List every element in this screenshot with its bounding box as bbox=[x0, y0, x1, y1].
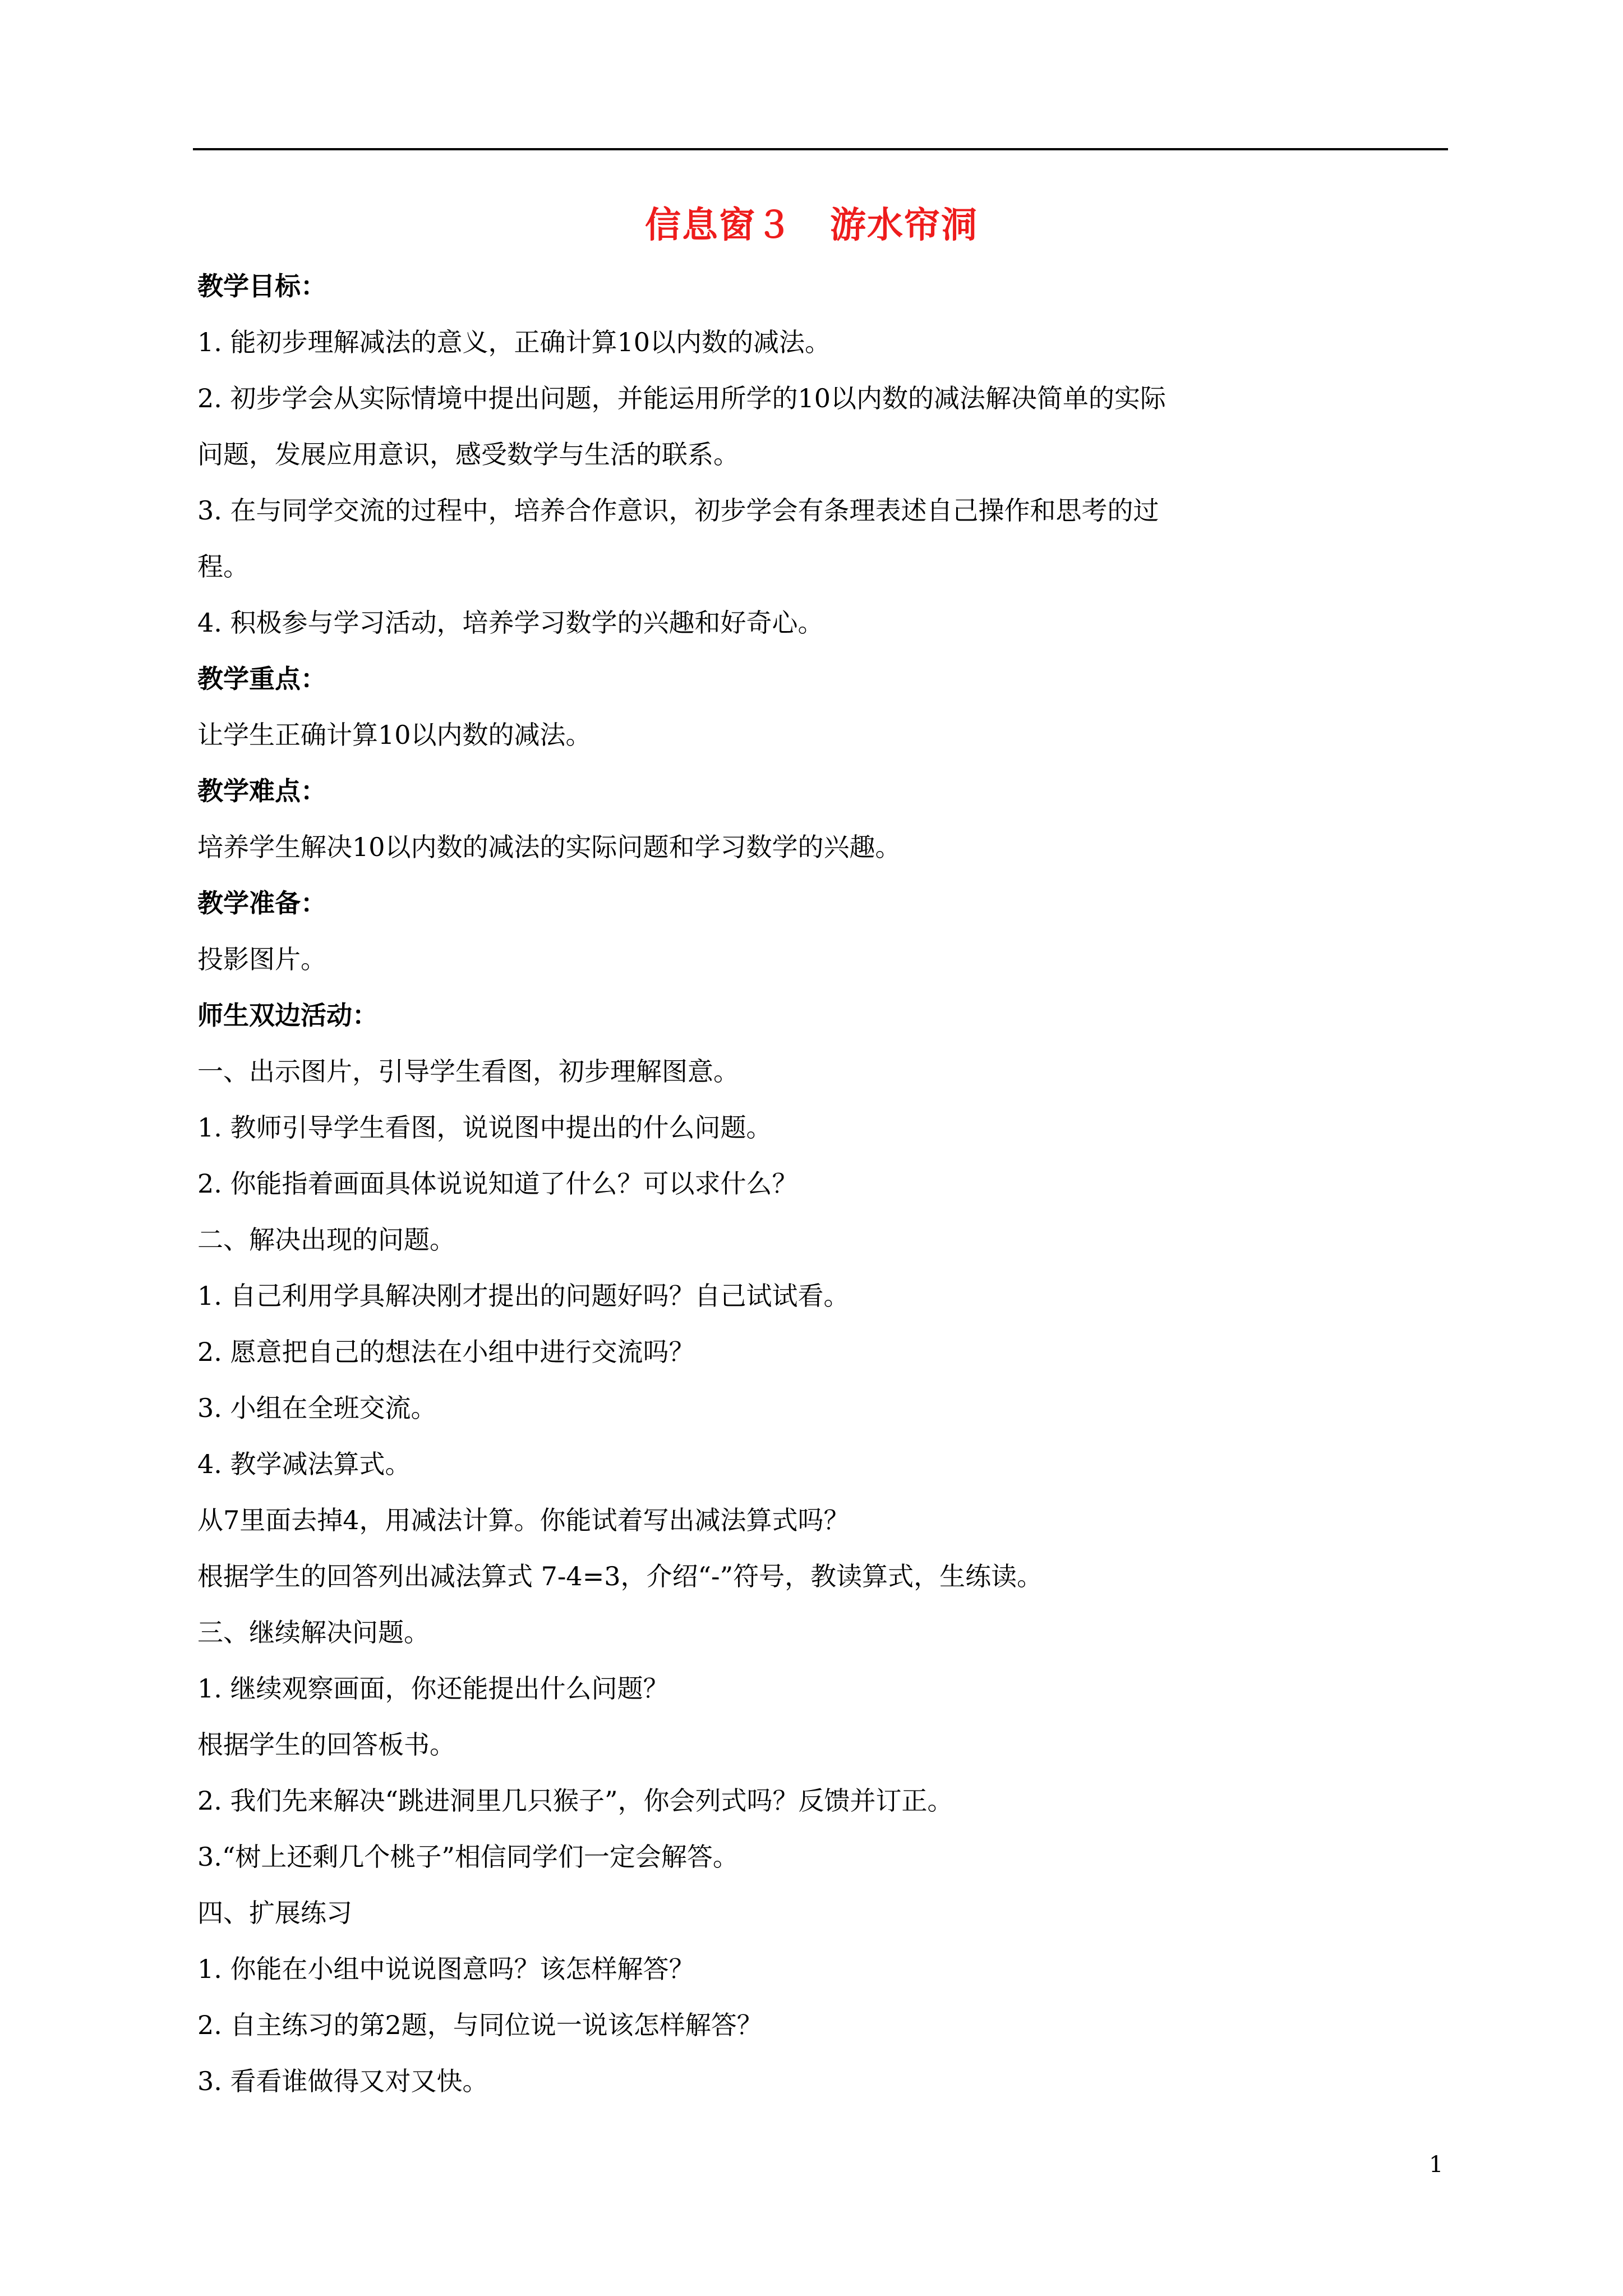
section-1-item-2: 2. 你能指着画面具体说说知道了什么？可以求什么？ bbox=[197, 1168, 798, 1199]
section-1-item-1: 1. 教师引导学生看图，说说图中提出的什么问题。 bbox=[197, 1112, 772, 1143]
heading-teaching-objectives: 教学目标： bbox=[197, 271, 326, 301]
section-3-item-3: 3.“树上还剩几个桃子”相信同学们一定会解答。 bbox=[197, 1842, 739, 1872]
section-2-item-3: 3. 小组在全班交流。 bbox=[197, 1393, 437, 1423]
section-2-item-2: 2. 愿意把自己的想法在小组中进行交流吗？ bbox=[197, 1337, 695, 1367]
section-3-item-2: 2. 我们先来解决“跳进洞里几只猴子”，你会列式吗？反馈并订正。 bbox=[197, 1786, 953, 1816]
header-rule bbox=[193, 148, 1448, 150]
section-4-title: 四、扩展练习 bbox=[197, 1898, 352, 1928]
objective-2-line-1: 2. 初步学会从实际情境中提出问题，并能运用所学的10以内数的减法解决简单的实际 bbox=[197, 383, 1166, 413]
section-2-text-1: 从7里面去掉4，用减法计算。你能试着写出减法算式吗？ bbox=[197, 1505, 850, 1535]
section-2-item-1: 1. 自己利用学具解决刚才提出的问题好吗？自己试试看。 bbox=[197, 1281, 850, 1311]
section-3-title: 三、继续解决问题。 bbox=[197, 1617, 430, 1648]
section-2-item-4: 4. 教学减法算式。 bbox=[197, 1449, 411, 1479]
heading-preparation: 教学准备： bbox=[197, 888, 326, 918]
section-1-title: 一、出示图片，引导学生看图，初步理解图意。 bbox=[197, 1056, 739, 1087]
section-3-item-1: 1. 继续观察画面，你还能提出什么问题？ bbox=[197, 1673, 669, 1704]
heading-key-points: 教学重点： bbox=[197, 664, 326, 694]
heading-difficulties: 教学难点： bbox=[197, 776, 326, 806]
section-3-text: 根据学生的回答板书。 bbox=[197, 1729, 455, 1760]
preparation-text: 投影图片。 bbox=[197, 944, 326, 974]
document-title: 信息窗３ 游水帘洞 bbox=[645, 205, 978, 246]
objective-2-line-2: 问题，发展应用意识，感受数学与生活的联系。 bbox=[197, 439, 739, 470]
section-2-title: 二、解决出现的问题。 bbox=[197, 1225, 455, 1255]
section-4-item-3: 3. 看看谁做得又对又快。 bbox=[197, 2066, 488, 2096]
heading-activities: 师生双边活动： bbox=[197, 1000, 378, 1030]
section-4-item-2: 2. 自主练习的第2题，与同位说一说该怎样解答？ bbox=[197, 2010, 763, 2040]
key-points-text: 让学生正确计算10以内数的减法。 bbox=[197, 720, 592, 750]
difficulties-text: 培养学生解决10以内数的减法的实际问题和学习数学的兴趣。 bbox=[197, 832, 901, 862]
page-number: 1 bbox=[1429, 2152, 1444, 2178]
section-2-text-2: 根据学生的回答列出减法算式 7-4=3，介绍“-”符号，教读算式，生练读。 bbox=[197, 1561, 1043, 1591]
objective-1: 1. 能初步理解减法的意义，正确计算10以内数的减法。 bbox=[197, 327, 831, 357]
objective-3-line-2: 程。 bbox=[197, 551, 249, 582]
section-4-item-1: 1. 你能在小组中说说图意吗？该怎样解答？ bbox=[197, 1954, 695, 1984]
objective-4: 4. 积极参与学习活动，培养学习数学的兴趣和好奇心。 bbox=[197, 608, 824, 638]
objective-3-line-1: 3. 在与同学交流的过程中，培养合作意识，初步学会有条理表述自己操作和思考的过 bbox=[197, 495, 1159, 526]
